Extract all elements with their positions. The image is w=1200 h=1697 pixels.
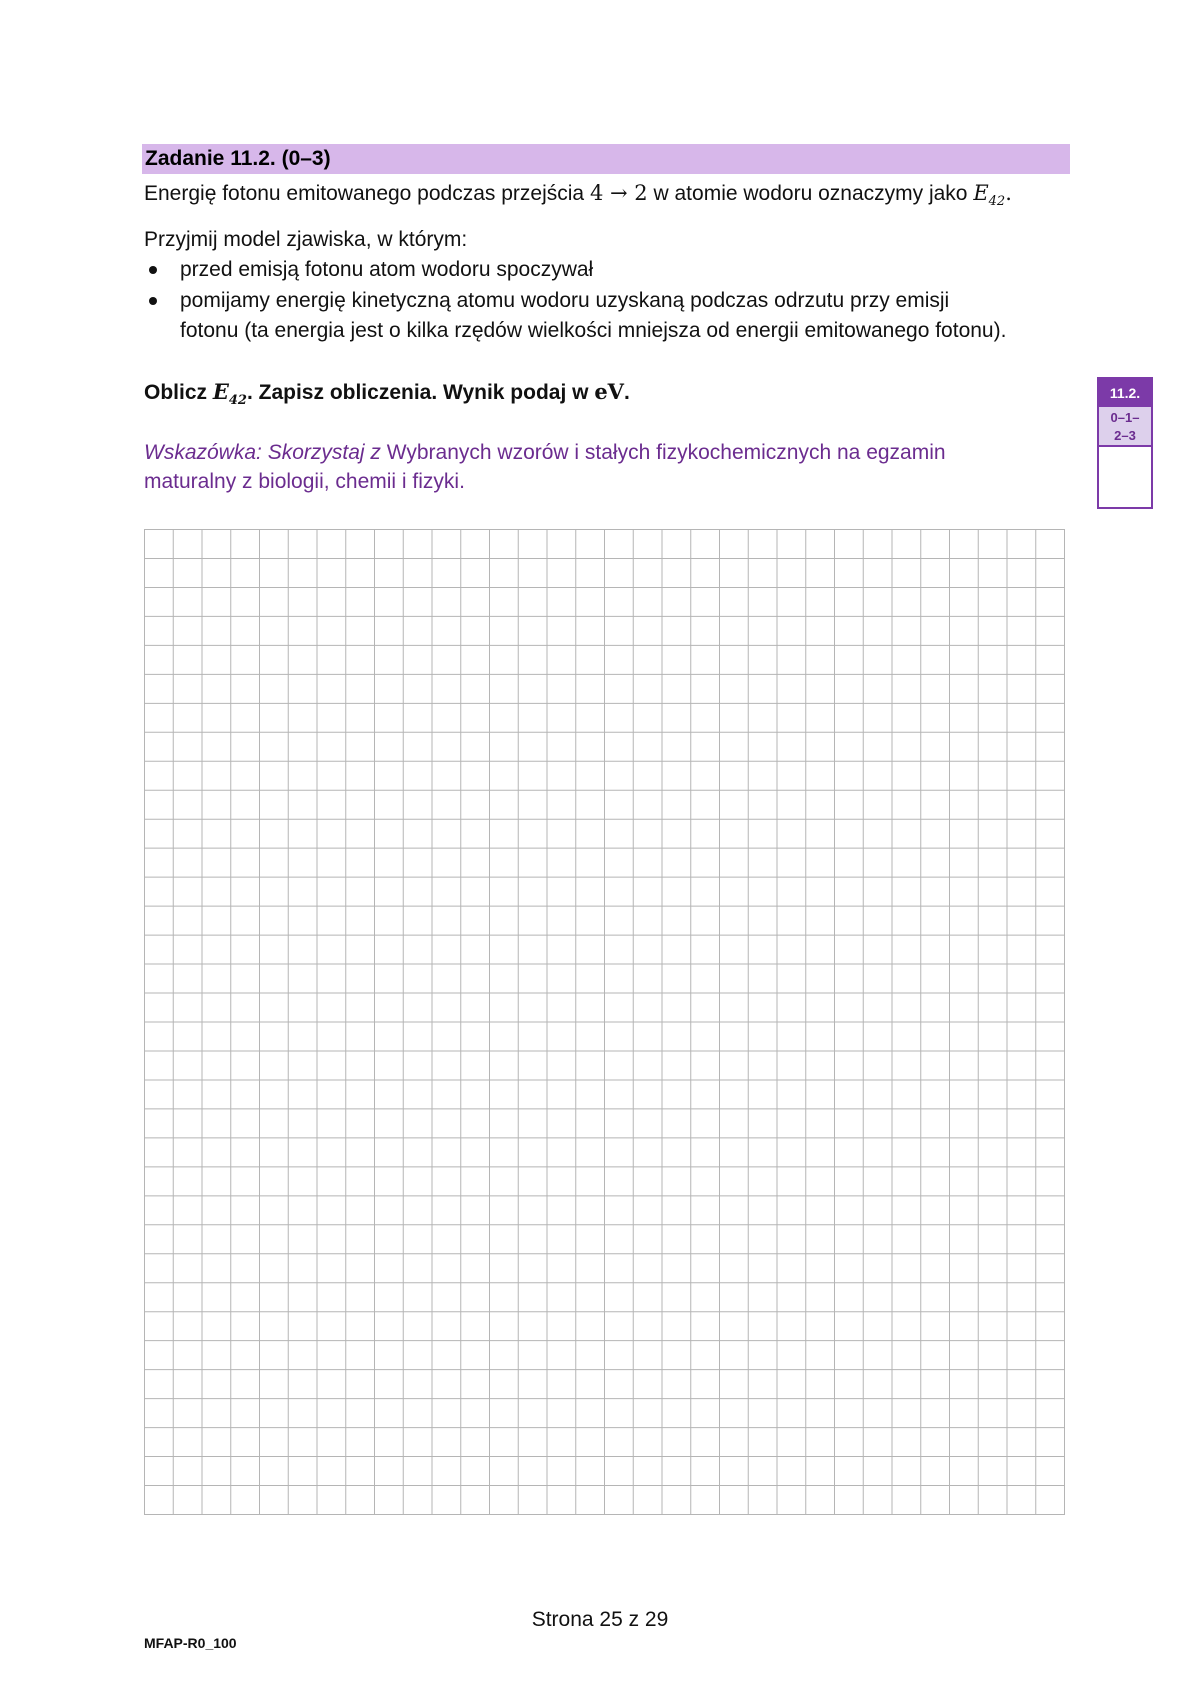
intro-prefix: Energię fotonu emitowanego podczas przejścia (144, 182, 590, 205)
command-middle: . Zapisz obliczenia. Wynik podaj w (246, 381, 595, 404)
page-number: Strona 25 z 29 (531, 1608, 669, 1631)
command-energy-subscript: 42 (228, 393, 247, 408)
model-intro: Przyjmij model zjawiska, w którym: (144, 228, 468, 251)
task-intro (144, 179, 1012, 208)
hint (144, 438, 1064, 496)
hint-line2: maturalny z biologii, chemii i fizyki. (144, 470, 465, 493)
score-box-range (1099, 407, 1151, 447)
bullet-item-2-continuation: fotonu (ta energia jest o kilka rzędów wielkości mniejsza od energii emitowanego fotonu). (180, 319, 1007, 342)
task-command (144, 378, 630, 407)
document-code: MFAP-R0_100 (144, 1635, 237, 1651)
bullet-item-1: przed emisją fotonu atom wodoru spoczywał (180, 258, 594, 281)
score-entry-field[interactable] (1099, 447, 1151, 507)
command-prefix: Oblicz (144, 381, 213, 404)
energy-symbol: E (973, 181, 989, 205)
command-suffix: . (623, 381, 630, 404)
transition-arrow: → (610, 181, 628, 205)
score-box (1097, 377, 1153, 509)
answer-grid[interactable] (144, 529, 1065, 1515)
score-box-title: 11.2. (1099, 379, 1151, 407)
command-energy-symbol: E (212, 379, 229, 404)
hint-line1: Wybranych wzorów i stałych fizykochemicznych na egzamin (380, 441, 946, 464)
transition-to: 2 (634, 181, 648, 205)
bullet-marker (149, 266, 161, 278)
bullet-marker (149, 297, 161, 309)
score-range-line-2: 2–3 (1114, 428, 1136, 443)
intro-middle: w atomie wodoru oznaczymy jako (647, 182, 974, 205)
command-unit: eV (594, 379, 624, 404)
bullet-item-2: pomijamy energię kinetyczną atomu wodoru uzyskaną podczas odrzutu przy emisji (180, 289, 950, 312)
hint-label: Wskazówka: Skorzystaj z (144, 441, 381, 464)
energy-subscript: 42 (988, 194, 1006, 209)
score-range-line-1: 0–1– (1110, 410, 1140, 425)
transition-from: 4 (589, 181, 604, 205)
intro-suffix: . (1005, 181, 1012, 205)
task-header: Zadanie 11.2. (0–3) (142, 144, 1070, 174)
